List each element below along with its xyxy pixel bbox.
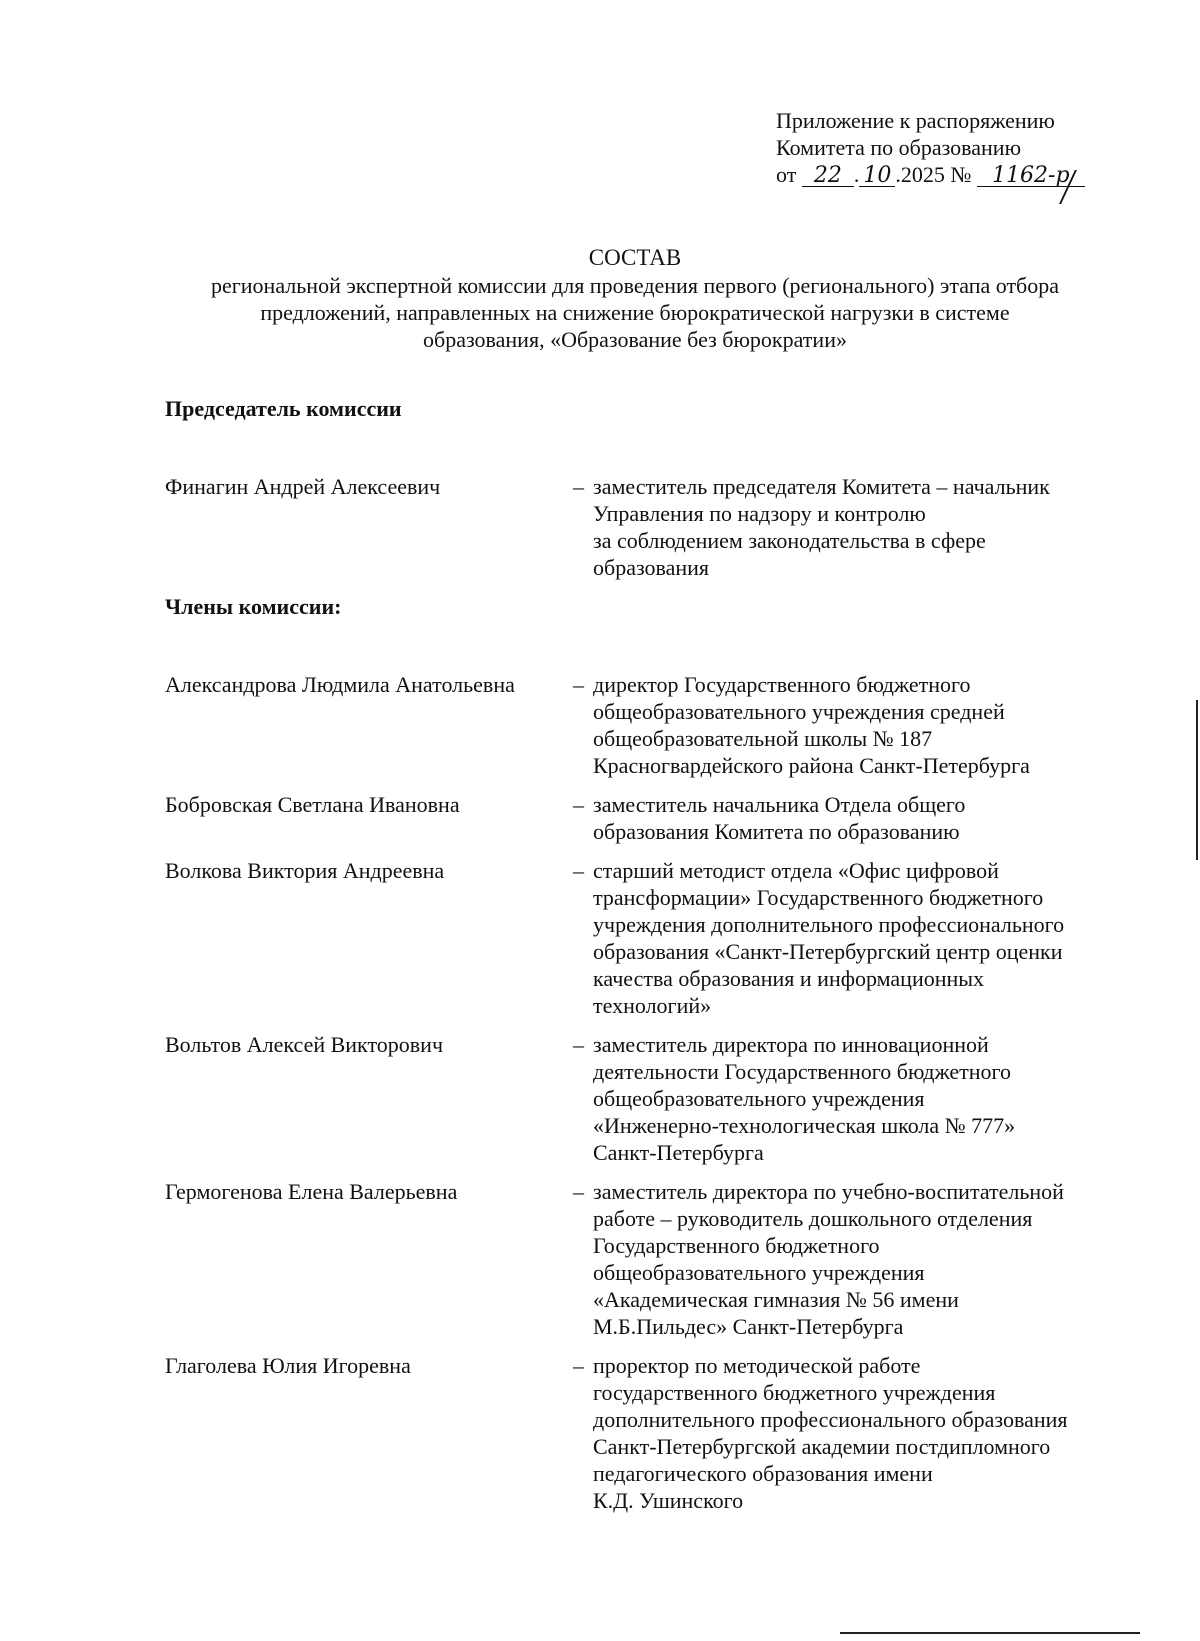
member-name: Гермогенова Елена Валерьевна	[165, 1179, 458, 1204]
member-role: директор Государственного бюджетного общеобразовательного учреждения средней общеобразовательной школы № 187 Красногвардейского района Санкт-Петербурга	[593, 672, 1030, 778]
member-name: Вольтов Алексей Викторович	[165, 1032, 444, 1057]
appendix-header	[776, 107, 1156, 189]
member-name: Бобровская Светлана Ивановна	[165, 792, 460, 817]
member-role: заместитель директора по инновационной деятельности Государственного бюджетного общеобразовательного учреждения «Инженерно-технологическая школа № 777» Санкт-Петербурга	[593, 1032, 1016, 1165]
member-dash: –	[573, 1179, 584, 1204]
scan-edge-mark	[1196, 700, 1198, 860]
title-line-3: образования, «Образование без бюрократии»	[423, 327, 847, 352]
member-dash: –	[573, 1032, 584, 1057]
member-name: Глаголева Юлия Игоревна	[165, 1353, 411, 1378]
chair-name: Финагин Андрей Алексеевич	[165, 474, 441, 499]
title-line-1: региональной экспертной комиссии для проведения первого (регионального) этапа отбора	[210, 273, 1060, 298]
member-name: Волкова Виктория Андреевна	[165, 858, 445, 883]
member-role: старший методист отдела «Офис цифровой трансформации» Государственного бюджетного учреждения дополнительного профессионального образования «Санкт-Петербургский центр оценки качества образования и информационных технологий»	[593, 858, 1065, 1018]
date-separator: .	[853, 162, 860, 187]
chair-dash: –	[573, 474, 584, 499]
member-name: Александрова Людмила Анатольевна	[165, 672, 515, 697]
date-year-label: .2025 №	[895, 162, 972, 187]
members-heading: Члены комиссии:	[165, 594, 342, 619]
handwritten-doc-number	[977, 162, 1085, 189]
date-prefix: от	[776, 162, 797, 187]
member-dash: –	[573, 792, 584, 817]
member-role: заместитель начальника Отдела общего образования Комитета по образованию	[593, 792, 966, 844]
member-role: проректор по методической работе государственного бюджетного учреждения дополнительного профессионального образования Санкт-Петербургской академии постдипломного педагогического образования имени К.Д. Ушинского	[593, 1353, 1068, 1513]
appendix-line-2: Комитета по образованию	[776, 135, 1022, 160]
member-role: заместитель директора по учебно-воспитательной работе – руководитель дошкольного отделения Государственного бюджетного общеобразовательного учреждения «Академическая гимназия № 56 имени М.Б.Пильдес» Санкт-Петербурга	[593, 1179, 1064, 1339]
chair-role: заместитель председателя Комитета – начальник Управления по надзору и контролю за соблюдением законодательства в сфере образования	[593, 474, 1050, 580]
doc-number-text: 1162-р	[992, 163, 1070, 188]
handwritten-day: 22	[802, 162, 854, 189]
appendix-date-line	[776, 161, 1156, 189]
appendix-line-1: Приложение к распоряжению	[776, 108, 1055, 133]
member-dash: –	[573, 1353, 584, 1378]
member-dash: –	[573, 672, 584, 697]
handwritten-month: 10	[859, 162, 895, 189]
document-title-block	[140, 244, 1130, 353]
chair-heading: Председатель комиссии	[165, 396, 402, 421]
title-line-2: предложений, направленных на снижение бюрократической нагрузки в системе	[260, 300, 1010, 325]
scan-bottom-mark	[840, 1632, 1140, 1634]
document-title: СОСТАВ	[588, 245, 682, 270]
member-dash: –	[573, 858, 584, 883]
